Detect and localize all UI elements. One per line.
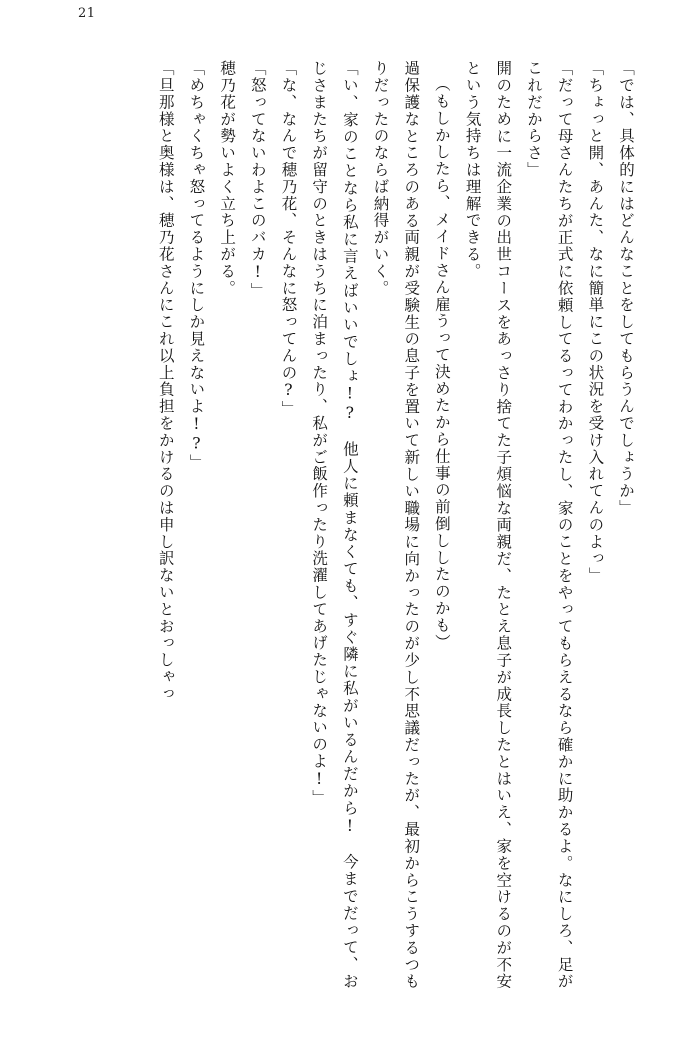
paragraph: 「な、なんで穂乃花、そんなに怒ってんの?」 <box>279 60 298 418</box>
paragraph: 「だって母さんたちが正式に依頼してるってわかったし、家のことをやってもらえるなら確かに助かるよ。なにしろ、足がこれだからさ」 <box>524 60 574 990</box>
paragraph: 「ちょっと開、あんた、なに簡単にこの状況を受け入れてんのよっ」 <box>586 60 605 584</box>
page-number: 21 <box>78 6 96 21</box>
paragraph: 「では、具体的にはどんなことをしてもらうんでしょうか」 <box>617 60 635 517</box>
paragraph: （もしかしたら、メイドさん雇うって決めたから仕事の前倒ししたのかも） <box>432 76 451 651</box>
paragraph: 穂乃花が勢いよく立ち上がる。 <box>218 60 237 297</box>
paragraph: 開のために一流企業の出世コースをあっさり捨てた子煩悩な両親だ、たとえ息子が成長したとはいえ、家を空けるのが不安という気持ちは理解できる。 <box>463 60 513 990</box>
page-body-text <box>81 60 641 990</box>
paragraph: 「い、家のことなら私に言えばいいでしょ!? 他人に頼まなくても、すぐ隣に私がいるんだから! 今までだって、おじさまたちが留守のときはうちに泊まったり、私がご飯作ったり洗濯してあげたじゃないのよ!」 <box>310 60 359 990</box>
paragraph: 「めちゃくちゃ怒ってるようにしか見えないよ!?」 <box>187 60 206 471</box>
paragraph: 「旦那様と奥様は、穂乃花さんにこれ以上負担をかけるのは申し訳ないとおっしゃっ <box>156 60 175 703</box>
paragraph: 過保護なところのある両親が受験生の息子を置いて新しい職場に向かったのが少し不思議だったが、最初からこうするつもりだったのならば納得がいく。 <box>371 60 421 990</box>
paragraph: 「怒ってないわよこのバカ!」 <box>248 60 267 300</box>
